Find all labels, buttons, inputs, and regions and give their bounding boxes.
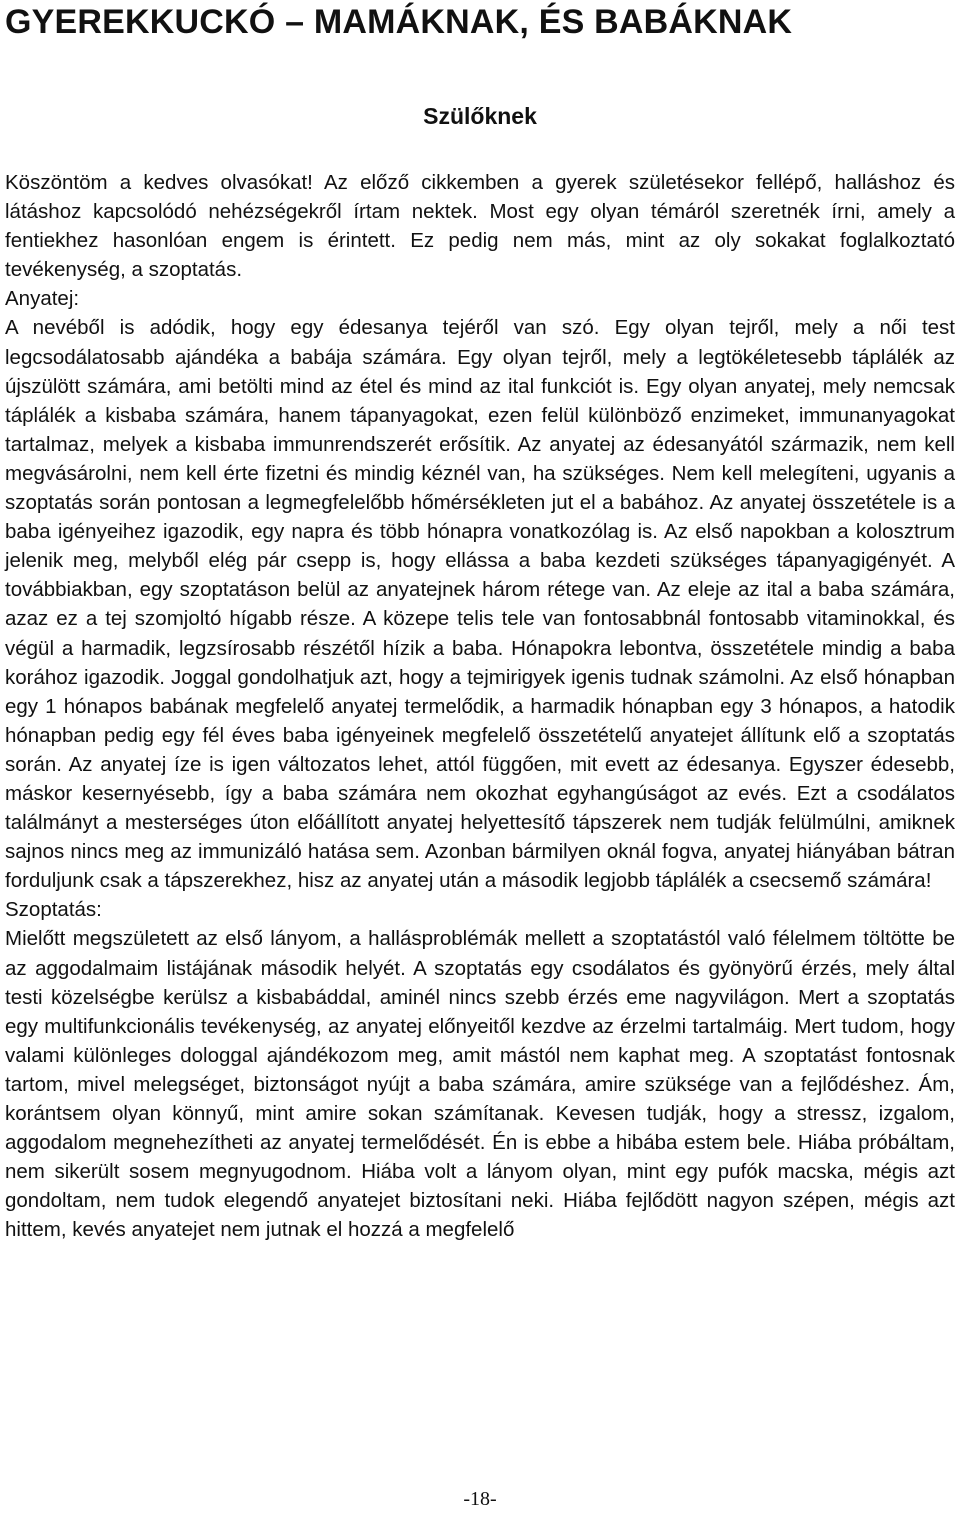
anyatej-paragraph: A nevéből is adódik, hogy egy édesanya tejéről van szó. Egy olyan tejről, mely a női test legcsodálatosabb ajándéka a babája számára. Egy olyan tejről, mely a legtökéletesebb táplálék az újszülött számára, ami betölti mind az étel és mind az ital funkciót is. Egy olyan anyatej, mely nemcsak táplálék a kisbaba számára, hanem tápanyagokat, ezen felül különböző enzimeket, immunanyagokat tartalmaz, melyek a kisbaba immunrendszerét erősítik. Az anyatej az édesanyától származik, nem kell megvásárolni, nem kell érte fizetni és mindig kéznél van, ha szükséges. Nem kell melegíteni, ugyanis a szoptatás során pontosan a legmegfelelőbb hőmérsékleten jut el a babához. Az anyatej összetétele is a baba igényeihez igazodik, egy napra és több hónapra vonatkozólag is. Az első napokban a kolosztrum jelenik meg, melyből elég pár csepp is, hogy ellássa a baba kezdeti szükséges tápanyagigényét. A továbbiakban, egy szoptatáson belül az anyatejnek három rétege van. Az eleje az ital a baba számára, azaz ez a tej szomjoltó hígabb része. A közepe telis tele van fontosabbnál fontosabb vitaminokkal, és végül a harmadik, legzsírosabb részétől hízik a baba. Hónapokra lebontva, összetétele mindig a baba korához igazodik. Joggal gondolhatjuk azt, hogy a tejmirigyek igenis tudnak számolni. Az első hónapban egy 1 hónapos babának megfelelő anyatej termelődik, a harmadik hónapban egy 3 hónapos, a hatodik hónapban pedig egy fél éves baba igényeinek megfelelő összetételű anyatejet állítunk elő a szoptatás során. Az anyatej íze is igen változatos lehet, attól függően, mit evett az édesanya. Egyszer édesebb, máskor kesernyésebb, így a baba számára nem okozhat egyhangúságot az evés. Ezt a csodálatos találmányt a mesterséges úton előállított anyatej helyettesítő tápszerek nem tudják felülmúlni, amiknek sajnos nincs meg az immunizáló hatása sem. Azonban bármilyen oknál fogva, anyatej hiányában bátran forduljunk csak a tápszerekhez, hisz az anyatej után a második legjobb táplálék a csecsemő számára! (5, 316, 955, 893)
page-title: GYEREKKUCKÓ – MAMÁKNAK, ÉS BABÁKNAK (5, 3, 793, 41)
article-body (5, 168, 955, 1244)
szoptatas-paragraph: Mielőtt megszületett az első lányom, a hallásproblémák mellett a szoptatástól való félelmem töltötte be az aggodalmaim listájának második helyét. A szoptatás egy csodálatos és gyönyörű érzés, mely által testi közelségbe kerülsz a kisbabáddal, aminél nincs szebb érzés eme nagyvilágon. Mert a szoptatás egy multifunkcionális tevékenység, az anyatej előnyeitől kezdve az érzelmi tartalmáig. Mert tudom, hogy valami különleges dologgal ajándékozom meg, amit mástól nem kaphat meg. A szoptatást fontosnak tartom, mivel melegséget, biztonságot nyújt a baba számára, amire szüksége van a fejlődéshez. Ám, korántsem olyan könnyű, mint amire sokan számítanak. Kevesen tudják, hogy a stressz, izgalom, aggodalom megnehezítheti az anyatej termelődését. Én is ebbe a hibába estem bele. Hiába próbáltam, nem sikerült sosem megnyugodnom. Hiába volt a lányom olyan, mint egy pufók macska, mégis azt gondoltam, nem tudok elegendő anyatejet biztosítani neki. Hiába fejlődött nagyon szépen, mégis azt hittem, kevés anyatejet nem jutnak el hozzá a megfelelő (5, 927, 955, 1242)
anyatej-heading: Anyatej: (5, 287, 80, 311)
intro-paragraph: Köszöntöm a kedves olvasókat! Az előző cikkemben a gyerek születésekor fellépő, halláshoz és látáshoz kapcsolódó nehézségekről írtam nektek. Most egy olyan témáról szeretnék írni, amely a fentiekhez hasonlóan engem is érintett. Ez pedig nem más, mint az oly sokakat foglalkoztató tevékenység, a szoptatás. (5, 171, 955, 282)
page-number: -18- (463, 1488, 497, 1510)
section-heading: Szülőknek (423, 103, 537, 129)
szoptatas-heading: Szoptatás: (5, 898, 102, 922)
